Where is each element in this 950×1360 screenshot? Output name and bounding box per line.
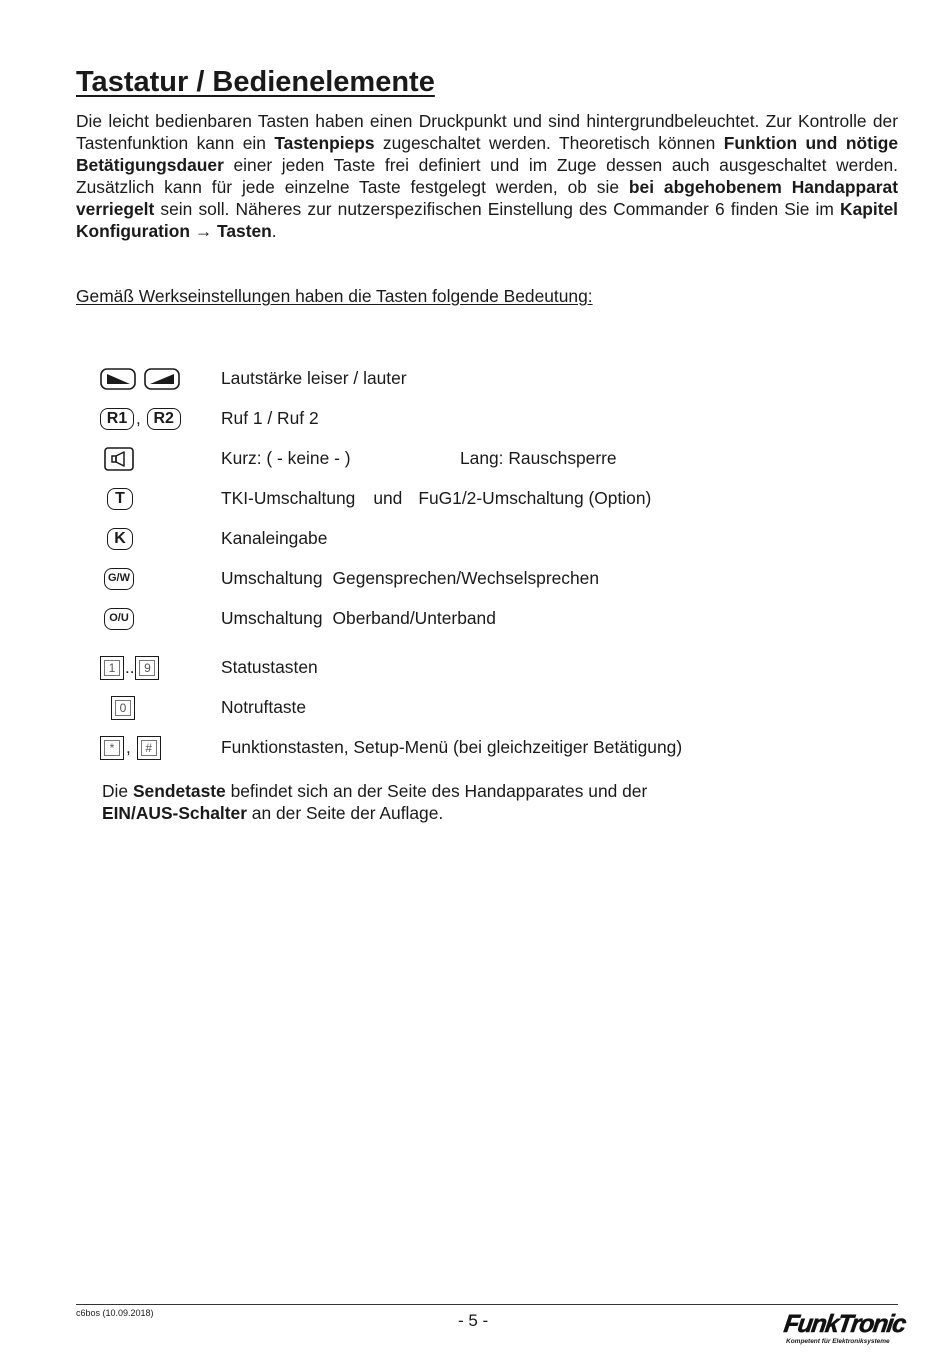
- r2-key-icon: R2: [147, 408, 181, 430]
- gw-key-description: Umschaltung Gegensprechen/Wechselsprechen: [221, 568, 599, 588]
- status-key-description: Statustasten: [221, 657, 318, 677]
- footer-divider: [76, 1304, 898, 1305]
- send-key-note: Die Sendetaste befindet sich an der Seite des Handapparates und der EIN/AUS-Schalter an der Seite der Auflage.: [102, 781, 648, 823]
- funktronic-logo: [782, 1310, 907, 1348]
- key-row-emergency: [100, 693, 860, 723]
- emergency-key-description: Notruftaste: [221, 697, 307, 717]
- function-key-description: Funktionstasten, Setup-Menü (bei gleichzeitiger Betätigung): [221, 737, 683, 757]
- gw-key-icon: G/W: [104, 568, 134, 590]
- call-key-description: Ruf 1 / Ruf 2: [221, 408, 319, 428]
- page-title: Tastatur / Bedienelemente: [76, 66, 435, 98]
- ou-key-icon: O/U: [104, 608, 134, 630]
- intro-paragraph: Die leicht bedienbaren Tasten haben einen Druckpunkt und sind hintergrundbeleuchtet. Zur Kontrolle der Tastenfunktion kann ein Tastenpieps zugeschaltet werden. Theoretisch können Funktion und nötige Betätigungsdauer einer jeden Taste frei definiert und im Zuge dessen auch ausgeschaltet werden. Zusätzlich kann für jede einzelne Taste festgelegt werden, ob sie bei abgehobenem Handapparat verriegelt sein soll. Näheres zur nutzerspezifischen Einstellung des Commander 6 finden Sie im Kapitel Konfiguration → Tasten.: [76, 111, 899, 241]
- key-row-volume: [100, 364, 860, 394]
- key-1-icon: 1: [100, 656, 124, 680]
- key-star-icon: *: [100, 736, 124, 760]
- t-key-icon: T: [107, 488, 133, 510]
- squelch-long-description: Lang: Rauschsperre: [460, 448, 617, 468]
- key-row-channel: [100, 524, 860, 554]
- r1-key-icon: R1: [100, 408, 134, 430]
- key-hash-icon: #: [137, 736, 161, 760]
- volume-down-key-icon: [100, 368, 136, 390]
- speaker-key-icon: [104, 447, 134, 471]
- key-row-function: [100, 733, 860, 763]
- key-row-tki: [100, 484, 860, 514]
- page-number: - 5 -: [458, 1311, 489, 1330]
- key-9-icon: 9: [135, 656, 159, 680]
- key-row-ou: [100, 604, 860, 634]
- key-row-call: [100, 404, 860, 434]
- key-row-status: [100, 653, 860, 683]
- separator-range: ..: [125, 658, 135, 677]
- tki-key-description: TKI-Umschaltung und FuG1/2-Umschaltung (Option): [221, 488, 652, 508]
- separator-comma: ,: [136, 409, 141, 428]
- logo-tagline: Kompetent für Elektroniksysteme: [786, 1338, 890, 1345]
- key-meaning-heading: Gemäß Werkseinstellungen haben die Tasten folgende Bedeutung:: [76, 286, 593, 306]
- volume-key-description: Lautstärke leiser / lauter: [221, 368, 407, 388]
- key-row-gw: [100, 564, 860, 594]
- footer-document-code: c6bos (10.09.2018): [76, 1308, 154, 1318]
- key-row-squelch: [100, 444, 860, 474]
- squelch-short-description: Kurz: ( - keine - ): [221, 448, 351, 468]
- key-0-icon: 0: [111, 696, 135, 720]
- logo-wordmark: FunkTronic: [782, 1310, 907, 1338]
- volume-up-key-icon: [144, 368, 180, 390]
- k-key-icon: K: [107, 528, 133, 550]
- ou-key-description: Umschaltung Oberband/Unterband: [221, 608, 496, 628]
- separator-comma: ,: [126, 738, 131, 757]
- channel-key-description: Kanaleingabe: [221, 528, 328, 548]
